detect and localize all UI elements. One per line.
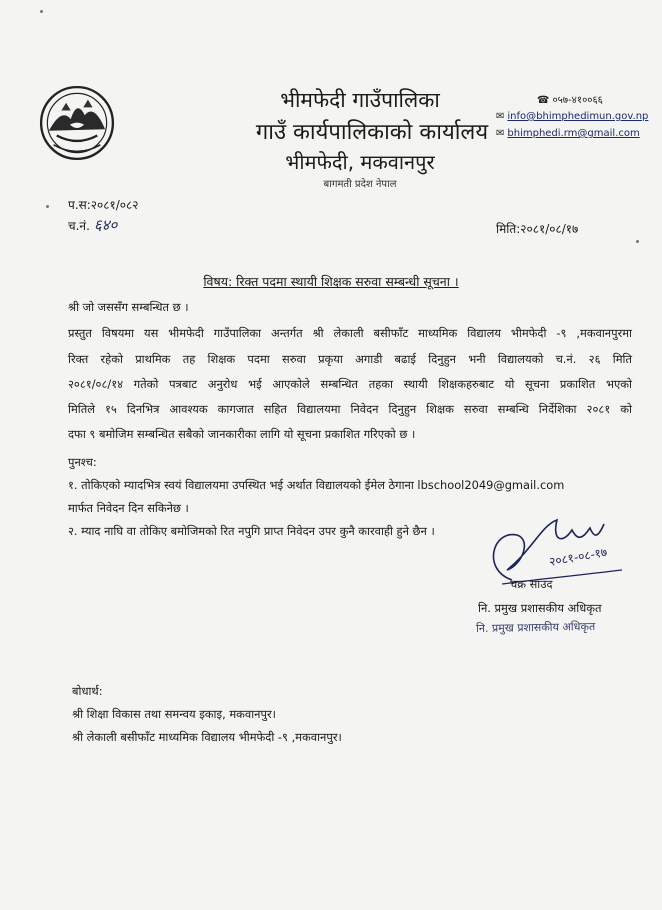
signatory-title: नि. प्रमुख प्रशासकीय अधिकृत <box>478 601 602 615</box>
body-line-3: २०८१/०८/१४ गतेको पत्रबाट अनुरोध भई आएकोले सम्बन्धित तहका स्थायी शिक्षकहरुबाट यो सूचना प्रकाशित भएको <box>68 377 632 391</box>
handwritten-signature <box>472 510 652 590</box>
body-line-2: रिक्त रहेको प्राथमिक तह शिक्षक पदमा सरुवा प्रकृया अगाडी बढाई दिनुहुन भनी विद्यालयको च.नं. २६ मिति <box>68 352 632 366</box>
notes-heading: पुनश्च: <box>68 455 97 469</box>
scan-speck <box>46 205 49 208</box>
contact-email-1 <box>496 111 648 122</box>
email-icon: ✉ <box>496 128 505 139</box>
email-icon: ✉ <box>496 111 505 122</box>
cc-heading: बोधार्थ: <box>72 684 103 698</box>
signatory-name: चक्र साउद <box>510 577 553 591</box>
phone-number: ०५७-४१००६६ <box>552 95 603 106</box>
designation-stamp: नि. प्रमुख प्रशासकीय अधिकृत <box>475 619 596 636</box>
contact-email-2 <box>496 128 640 139</box>
nepal-emblem-icon <box>38 84 116 162</box>
letter-date: मिति:२०८१/०८/१७ <box>496 222 579 236</box>
email-link-2[interactable]: bhimphedi.rm@gmail.com <box>507 128 640 139</box>
body-line-4: मितिले १५ दिनभित्र आवश्यक कागजात सहित विद्यालयमा निवेदन दिनुहुन शिक्षक सरुवा सम्बन्धि निर्देशिका २०८१ को <box>68 402 632 416</box>
cc-recipient-2: श्री लेकाली बसीफाँट माध्यमिक विद्यालय भीमफेदी -९ ,मकवानपुर। <box>72 730 342 744</box>
body-line-1: प्रस्तुत विषयमा यस भीमफेदी गाउँपालिका अन्तर्गत श्री लेकाली बसीफाँट माध्यमिक विद्यालय भीमफेदी -९ ,मकवानपुरमा <box>68 326 632 340</box>
scan-speck <box>636 240 639 243</box>
scan-speck <box>40 10 43 13</box>
signature-date: २०८१-०८-१७ <box>548 544 609 569</box>
letter-reference-number: प.स:२०८१/०८२ <box>68 198 139 212</box>
body-line-5: दफा ९ बमोजिम सम्बन्धित सबैको जानकारीका लागि यो सूचना प्रकाशित गरिएको छ । <box>68 427 416 441</box>
header-office-name: गाउँ कार्यपालिकाको कार्यालय <box>255 120 489 145</box>
note-2: २. म्याद नाघि वा तोकिए बमोजिमको रित नपुगि प्राप्त निवेदन उपर कुनै कारवाही हुने छैन । <box>68 524 435 538</box>
dispatch-value: ६४० <box>93 216 118 234</box>
contact-phone <box>537 92 603 106</box>
subject-text: विषय: रिक्त पदमा स्थायी शिक्षक सरुवा सम्बन्धी सूचना । <box>203 274 459 289</box>
note-1-line-1: १. तोकिएको म्यादभित्र स्वयं विद्यालयमा उपस्थित भई अर्थात विद्यालयको ईमेल ठेगाना lbschool2049@gmail.com <box>68 478 565 492</box>
note-1-line-2: मार्फत निवेदन दिन सकिनेछ । <box>68 501 189 515</box>
cc-recipient-1: श्री शिक्षा विकास तथा समन्वय इकाइ, मकवानपुर। <box>72 707 276 721</box>
header-municipality-name: भीमफेदी गाउँपालिका <box>280 88 440 112</box>
addressee: श्री जो जससँग सम्बन्धित छ । <box>68 300 189 314</box>
header-location: भीमफेदी, मकवानपुर <box>285 150 435 174</box>
dispatch-label: च.नं. <box>68 219 90 233</box>
header-province: बागमती प्रदेश नेपाल <box>323 179 397 190</box>
dispatch-number <box>68 215 117 235</box>
email-link-1[interactable]: info@bhimphedimun.gov.np <box>507 111 649 122</box>
phone-icon: ☎ <box>537 95 550 106</box>
subject-line <box>0 273 662 290</box>
